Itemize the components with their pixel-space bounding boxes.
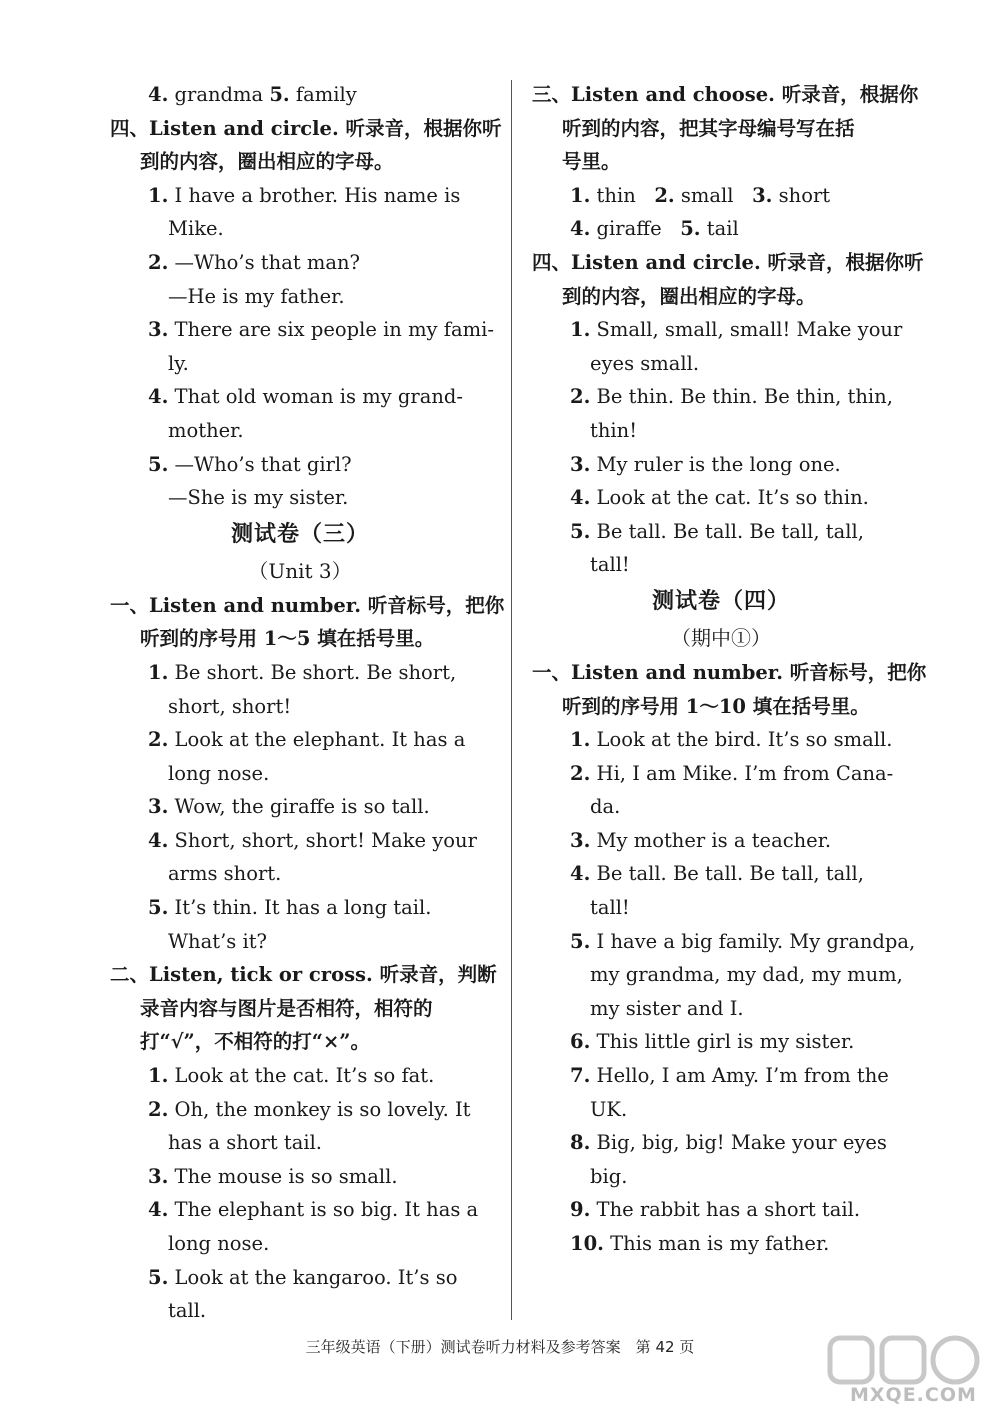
list-item <box>532 824 910 858</box>
section-heading: 四、Listen and circle. 听录音，根据你听 <box>532 250 924 274</box>
section-heading: 四、Listen and circle. 听录音，根据你听 <box>110 116 502 140</box>
test-subtitle: （Unit 3） <box>248 558 352 583</box>
item-continued: tall. <box>168 1299 207 1323</box>
item-text: Be tall. Be tall. Be tall, tall, <box>590 519 864 543</box>
item-number: 4. <box>570 862 591 886</box>
item-text: It’s thin. It has a long tail. <box>168 896 432 920</box>
item-text: Look at the kangaroo. It’s so <box>168 1265 458 1289</box>
list-item <box>532 1193 910 1227</box>
list-item-row <box>532 212 910 246</box>
list-item <box>110 1093 490 1127</box>
list-item <box>532 1059 910 1093</box>
section-heading: 一、Listen and number. 听音标号，把你 <box>110 593 505 617</box>
item-continued: arms short. <box>168 862 282 886</box>
item-text: Short, short, short! Make your <box>168 828 477 852</box>
item-continued: mother. <box>168 418 244 442</box>
item-text: thin <box>590 183 655 207</box>
watermark-text: MXQE.COM <box>850 1384 977 1406</box>
list-item <box>110 380 490 414</box>
list-item <box>532 925 916 959</box>
list-item <box>532 1126 910 1160</box>
list-item <box>110 1160 490 1194</box>
item-text: family <box>289 83 357 106</box>
item-number: 5. <box>148 1265 169 1289</box>
item-number: 3. <box>570 452 591 476</box>
item-continued: long nose. <box>168 761 270 785</box>
list-item <box>110 313 494 347</box>
list-item <box>532 1025 910 1059</box>
list-item <box>110 790 490 824</box>
item-number: 5. <box>148 452 169 476</box>
item-continued: UK. <box>590 1097 628 1121</box>
item-number: 9. <box>570 1198 591 1222</box>
item-text: The elephant is so big. It has a <box>168 1198 479 1222</box>
item-number: 1. <box>148 660 169 684</box>
item-continued: Mike. <box>168 217 224 241</box>
item-continued: —He is my father. <box>168 284 345 308</box>
item-text: This man is my father. <box>603 1232 830 1255</box>
list-item <box>110 1059 490 1093</box>
list-item <box>532 481 910 515</box>
item-continued: da. <box>590 795 621 819</box>
item-number: 1. <box>148 1064 169 1088</box>
list-item <box>110 824 490 858</box>
item-number: 1. <box>148 183 169 207</box>
item-number: 2. <box>148 1097 169 1121</box>
item-text: My mother is a teacher. <box>590 828 832 852</box>
item-number: 4. <box>148 385 169 409</box>
item-text: grandma <box>168 83 270 106</box>
item-number: 3. <box>570 828 591 852</box>
item-number: 3. <box>148 318 169 342</box>
list-item <box>110 179 490 213</box>
item-number: 2. <box>148 728 169 752</box>
item-number: 10. <box>570 1232 604 1255</box>
item-continued: tall! <box>590 896 630 920</box>
item-text: Look at the bird. It’s so small. <box>590 728 893 752</box>
item-text: Look at the elephant. It has a <box>168 728 466 752</box>
test-title: 测试卷（四） <box>651 587 790 614</box>
item-number: 3. <box>148 1164 169 1188</box>
item-number: 6. <box>570 1030 591 1054</box>
item-text: Be thin. Be thin. Be thin, thin, <box>590 385 893 409</box>
list-item <box>532 313 910 347</box>
item-continued: What’s it? <box>168 929 267 953</box>
item-text: I have a big family. My grandpa, <box>590 929 916 953</box>
page-footer: 三年级英语（下册）测试卷听力材料及参考答案 第 42 页 <box>305 1338 695 1356</box>
item-number: 2. <box>148 250 169 274</box>
item-text: Look at the cat. It’s so thin. <box>590 486 869 510</box>
item-number: 1. <box>570 728 591 752</box>
list-item-row <box>532 179 910 213</box>
list-item <box>532 515 910 549</box>
item-text: short <box>772 183 831 207</box>
right-column <box>532 78 927 1261</box>
item-continued: ly. <box>168 351 189 375</box>
item-text: Big, big, big! Make your eyes <box>590 1131 887 1155</box>
item-number: 1. <box>570 318 591 342</box>
list-item <box>110 656 490 690</box>
section-heading: 一、Listen and number. 听音标号，把你 <box>532 660 927 684</box>
item-continued: my sister and I. <box>590 996 744 1020</box>
item-number: 4. <box>570 217 591 241</box>
item-text: —Who’s that man? <box>168 250 360 274</box>
section-heading-continued: 听到的序号用 1～5 填在括号里。 <box>140 627 435 651</box>
item-number: 5. <box>148 896 169 920</box>
item-text: Hello, I am Amy. I’m from the <box>590 1064 889 1088</box>
list-item <box>532 1227 910 1261</box>
list-item <box>110 1261 490 1295</box>
item-text: Oh, the monkey is so lovely. It <box>168 1097 471 1121</box>
list-item <box>110 1193 490 1227</box>
section-heading-continued: 打“√”，不相符的打“×”。 <box>140 1030 371 1054</box>
column-divider <box>511 80 512 1320</box>
item-text: I have a brother. His name is <box>168 183 461 207</box>
item-number: 4. <box>148 83 169 106</box>
item-text: The mouse is so small. <box>168 1164 398 1188</box>
watermark-emblem-icon <box>825 1330 985 1390</box>
section-heading-continued: 到的内容，圈出相应的字母。 <box>562 284 816 308</box>
item-number: 3. <box>752 183 773 207</box>
item-text: tail <box>700 217 739 241</box>
list-item <box>110 448 490 482</box>
item-continued: —She is my sister. <box>168 486 349 510</box>
item-number: 2. <box>654 183 675 207</box>
test-title: 测试卷（三） <box>230 520 369 547</box>
list-item <box>110 78 490 112</box>
item-text: That old woman is my grand- <box>168 385 463 409</box>
item-number: 3. <box>148 795 169 819</box>
item-continued: eyes small. <box>590 351 700 375</box>
item-number: 4. <box>148 828 169 852</box>
section-heading-continued: 号里。 <box>562 150 621 174</box>
item-number: 1. <box>570 183 591 207</box>
item-text: This little girl is my sister. <box>590 1030 855 1054</box>
item-number: 2. <box>570 761 591 785</box>
item-continued: long nose. <box>168 1232 270 1255</box>
item-text: There are six people in my fami- <box>168 318 494 342</box>
item-number: 2. <box>570 385 591 409</box>
list-item <box>532 448 910 482</box>
item-text: Look at the cat. It’s so fat. <box>168 1064 435 1088</box>
item-continued: short, short! <box>168 694 292 718</box>
item-number: 8. <box>570 1131 591 1155</box>
item-number: 4. <box>570 486 591 510</box>
item-text: My ruler is the long one. <box>590 452 841 476</box>
item-text: Wow, the giraffe is so tall. <box>168 795 430 819</box>
list-item <box>532 857 910 891</box>
item-number: 5. <box>570 929 591 953</box>
section-heading-continued: 听到的内容，把其字母编号写在括 <box>562 116 855 140</box>
item-text: Be short. Be short. Be short, <box>168 660 457 684</box>
section-heading-continued: 录音内容与图片是否相符，相符的 <box>140 996 433 1020</box>
item-number: 7. <box>570 1064 591 1088</box>
item-text: Be tall. Be tall. Be tall, tall, <box>590 862 864 886</box>
section-heading-continued: 到的内容，圈出相应的字母。 <box>140 150 394 174</box>
item-number: 5. <box>680 217 701 241</box>
section-heading-continued: 听到的序号用 1～10 填在括号里。 <box>562 694 870 718</box>
left-column <box>110 78 505 1328</box>
item-text: —Who’s that girl? <box>168 452 352 476</box>
list-item <box>110 723 490 757</box>
item-text: Hi, I am Mike. I’m from Cana- <box>590 761 894 785</box>
item-number: 5. <box>269 83 290 106</box>
item-text: small <box>674 183 753 207</box>
item-continued: my grandma, my dad, my mum, <box>590 963 903 987</box>
list-item <box>110 246 490 280</box>
list-item <box>532 757 910 791</box>
list-item <box>532 380 910 414</box>
item-text: The rabbit has a short tail. <box>590 1198 861 1222</box>
section-heading: 三、Listen and choose. 听录音，根据你 <box>532 83 919 106</box>
list-item <box>532 723 910 757</box>
item-continued: tall! <box>590 553 630 577</box>
item-text: giraffe <box>590 217 681 241</box>
item-number: 5. <box>570 519 591 543</box>
test-subtitle: （期中①） <box>671 625 771 650</box>
watermark-logo <box>825 1330 985 1410</box>
item-continued: has a short tail. <box>168 1131 323 1155</box>
item-continued: thin! <box>590 418 638 442</box>
item-text: Small, small, small! Make your <box>590 318 903 342</box>
item-number: 4. <box>148 1198 169 1222</box>
item-continued: big. <box>590 1164 628 1188</box>
section-heading: 二、Listen, tick or cross. 听录音，判断 <box>110 963 497 987</box>
list-item <box>110 891 490 925</box>
